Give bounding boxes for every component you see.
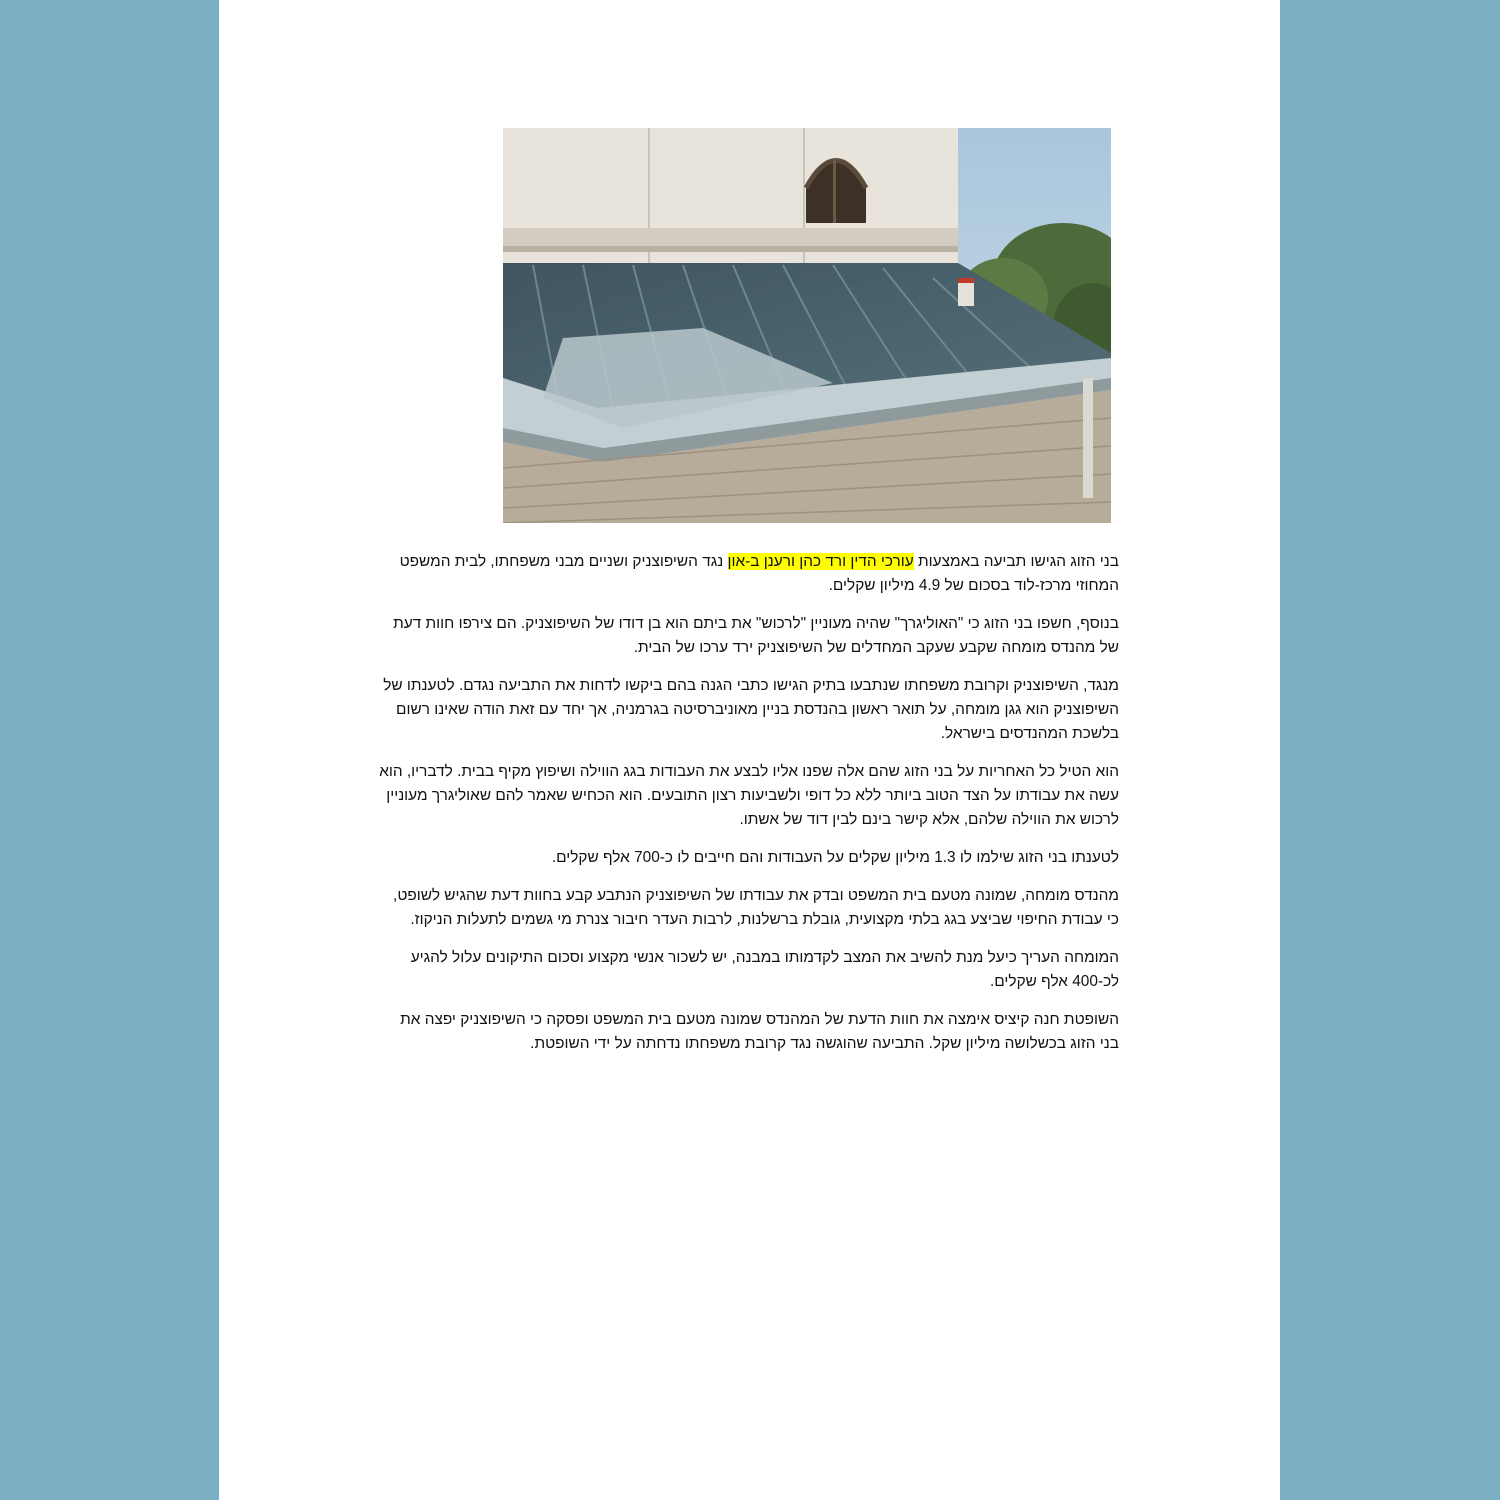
- lawyers-highlight: עורכי הדין ורד כהן ורענן ב-און: [727, 553, 914, 570]
- paragraph-1: [379, 550, 1119, 598]
- paragraph-6: מהנדס מומחה, שמונה מטעם בית המשפט ובדק את עבודתו של השיפוצניק הנתבע קבע בחוות דעת שהגיש לשופט, כי עבודת החיפוי שביצע בגג בלתי מקצועית, גובלת ברשלנות, לרבות העדר חיבור צנרת מי גשמים לתעלות הניקוז.: [393, 887, 1119, 928]
- paragraph-1-after: נגד השיפוצניק ושניים מבני משפחתו, לבית המשפט המחוזי מרכז-לוד בסכום של 4.9 מיליון שקלים.: [399, 553, 1119, 594]
- roof-photo: [503, 128, 1111, 523]
- roof-photo-illustration: [503, 128, 1111, 523]
- article-body: [379, 550, 1119, 1070]
- paragraph-5: לטענתו בני הזוג שילמו לו 1.3 מיליון שקלים על העבודות והם חייבים לו כ-700 אלף שקלים.: [551, 849, 1119, 866]
- paragraph-3: מנגד, השיפוצניק וקרובת משפחתו שנתבעו בתיק הגישו כתבי הגנה בהם ביקשו לדחות את התביעה נגדם. לטענתו של השיפוצניק הוא גגן מומחה, על תואר ראשון בהנדסת בניין מאוניברסיטה בגרמניה, אך יחד עם זאת הודה שאינו רשום בלשכת המהנדסים בישראל.: [383, 677, 1119, 742]
- document-page: [219, 0, 1280, 1500]
- paragraph-2: בנוסף, חשפו בני הזוג כי "האוליגרך" שהיה מעוניין "לרכוש" את ביתם הוא בן דודו של השיפוצניק. הם צירפו חוות דעת של מהנדס מומחה שקבע שעקב המחדלים של השיפוצניק ירד ערכו של הבית.: [393, 615, 1119, 656]
- paragraph-7: המומחה העריך כיעל מנת להשיב את המצב לקדמותו במבנה, יש לשכור אנשי מקצוע וסכום התיקונים עלול להגיע לכ-400 אלף שקלים.: [410, 949, 1119, 990]
- paragraph-8: השופטת חנה קיציס אימצה את חוות הדעת של המהנדס שמונה מטעם בית המשפט ופסקה כי השיפוצניק יפצה את בני הזוג בכשלושה מיליון שקל. התביעה שהוגשה נגד קרובת משפחתו נדחתה על ידי השופטת.: [400, 1011, 1119, 1052]
- paragraph-1-before: בני הזוג הגישו תביעה באמצעות: [913, 553, 1119, 570]
- paragraph-4: הוא הטיל כל האחריות על בני הזוג שהם אלה שפנו אליו לבצע את העבודות בגג הווילה ושיפוץ מקיף בבית. לדבריו, הוא עשה את עבודתו על הצד הטוב ביותר ללא כל דופי ולשביעות רצון התובעים. הוא הכחיש שאמר להם שאוליגרך מעוניין לרכוש את הווילה שלהם, אלא קישר בינם לבין דוד של אשתו.: [379, 763, 1119, 828]
